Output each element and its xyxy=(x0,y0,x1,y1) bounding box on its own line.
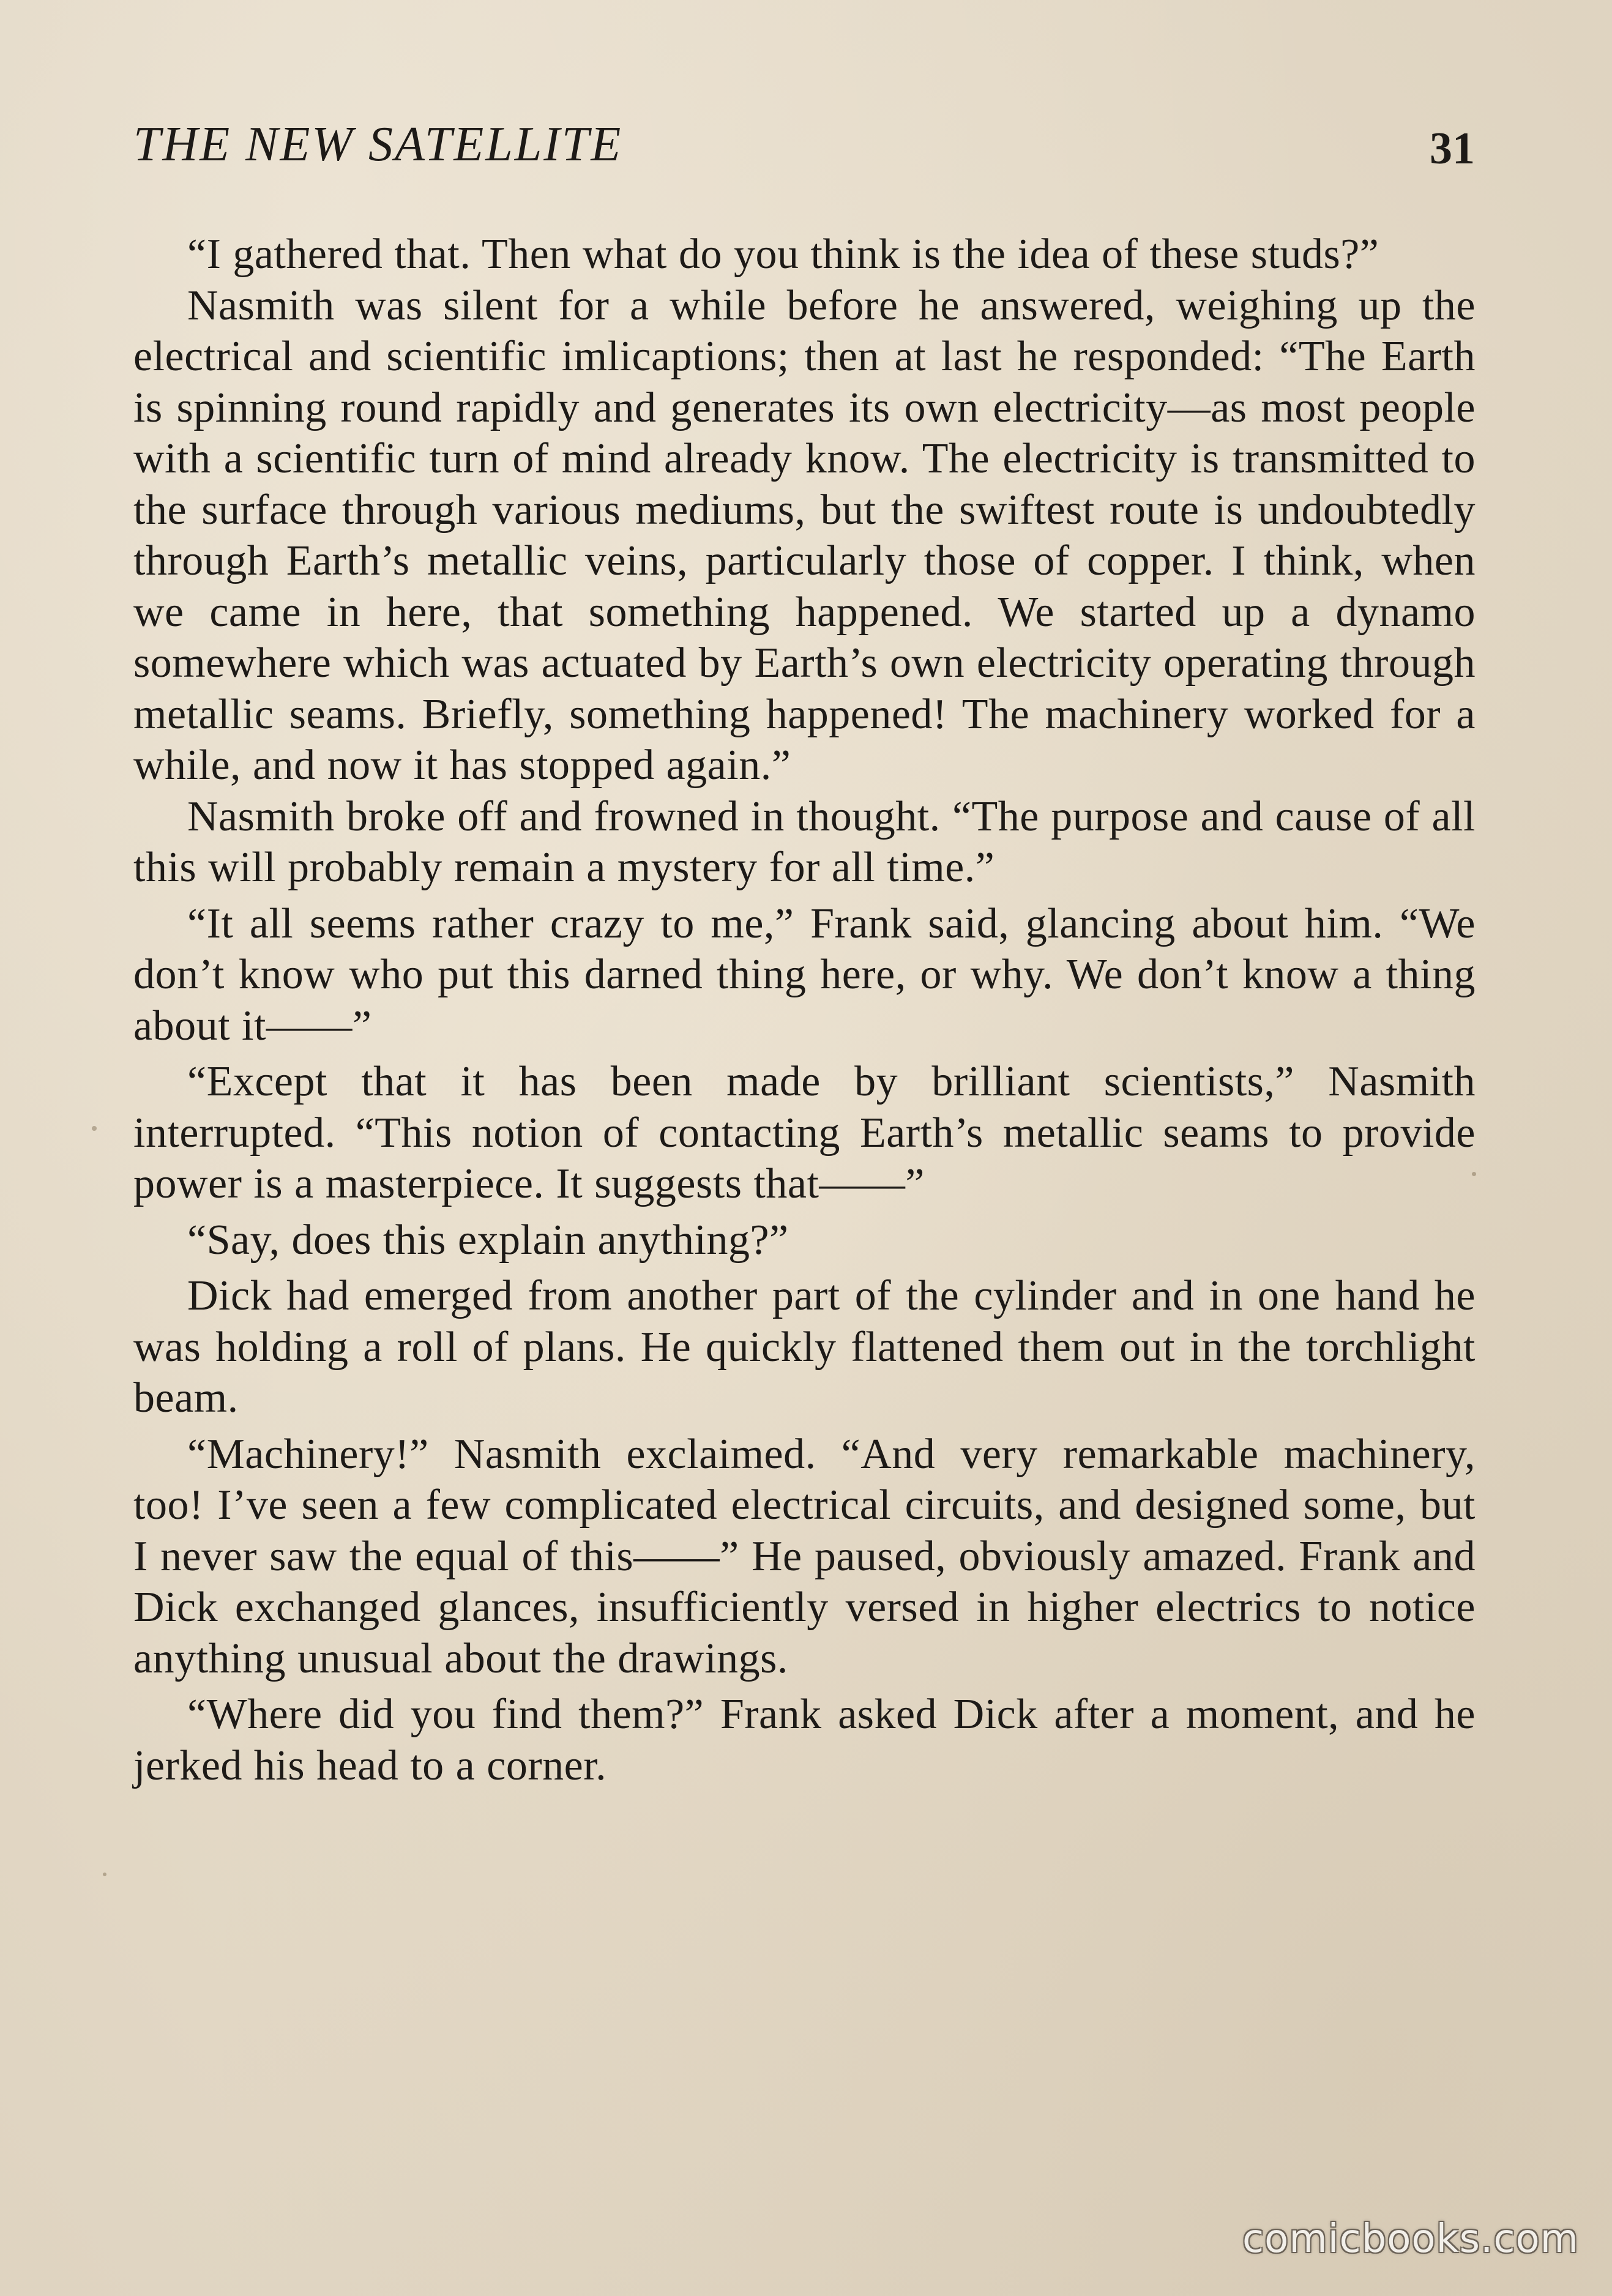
paper-speck xyxy=(103,1873,106,1876)
paragraph-5: “Except that it has been made by brilliant scientists,” Nasmith interrupted. “This notion of contacting Earth’s metallic seams to provide power is a masterpiece. It suggests that——” xyxy=(133,1058,1476,1207)
paragraph-3: Nasmith broke off and frowned in thought. “The purpose and cause of all this will probably remain a mystery for all time.” xyxy=(133,792,1476,891)
running-title: THE NEW SATELLITE xyxy=(133,117,623,171)
paragraph-6: “Say, does this explain anything?” xyxy=(187,1216,789,1264)
body-text xyxy=(133,229,1476,1796)
page-number: 31 xyxy=(1430,124,1475,174)
paper-speck xyxy=(92,1126,97,1131)
paper-speck xyxy=(1472,1172,1476,1176)
paragraph-4: “It all seems rather crazy to me,” Frank said, glancing about him. “We don’t know who put this darned thing here, or why. We don’t know a thing about it——” xyxy=(133,900,1476,1049)
paragraph-8: “Machinery!” Nasmith exclaimed. “And very remarkable machinery, too! I’ve seen a few complicated electrical circuits, and designed some, but I never saw the equal of this——” He paused, obviously amazed. Frank and Dick exchanged glances, insufficiently versed in higher electrics to notice anything unusual about the drawings. xyxy=(133,1430,1476,1682)
paragraph-1: “I gathered that. Then what do you think is the idea of these studs?” xyxy=(187,231,1379,278)
paragraph-7: Dick had emerged from another part of the cylinder and in one hand he was holding a roll of plans. He quickly flattened them out in the torchlight beam. xyxy=(133,1272,1476,1422)
paragraph-9: “Where did you find them?” Frank asked Dick after a moment, and he jerked his head to a corner. xyxy=(133,1691,1476,1789)
paragraph-2: Nasmith was silent for a while before he answered, weighing up the electrical and scientific imlicaptions; then at last he responded: “The Earth is spinning round rapidly and generates its own electricity—as most people with a scientific turn of mind already know. The electricity is transmitted to the surface through various mediums, but the swiftest route is undoubtedly through Earth’s metallic veins, particularly those of copper. I think, when we came in here, that something happened. We started up a dynamo somewhere which was actuated by Earth’s own electricity operating through metallic seams. Briefly, something happened! The machinery worked for a while, and now it has stopped again.” xyxy=(133,281,1476,789)
watermark: comicbooks.com xyxy=(1242,2216,1579,2262)
